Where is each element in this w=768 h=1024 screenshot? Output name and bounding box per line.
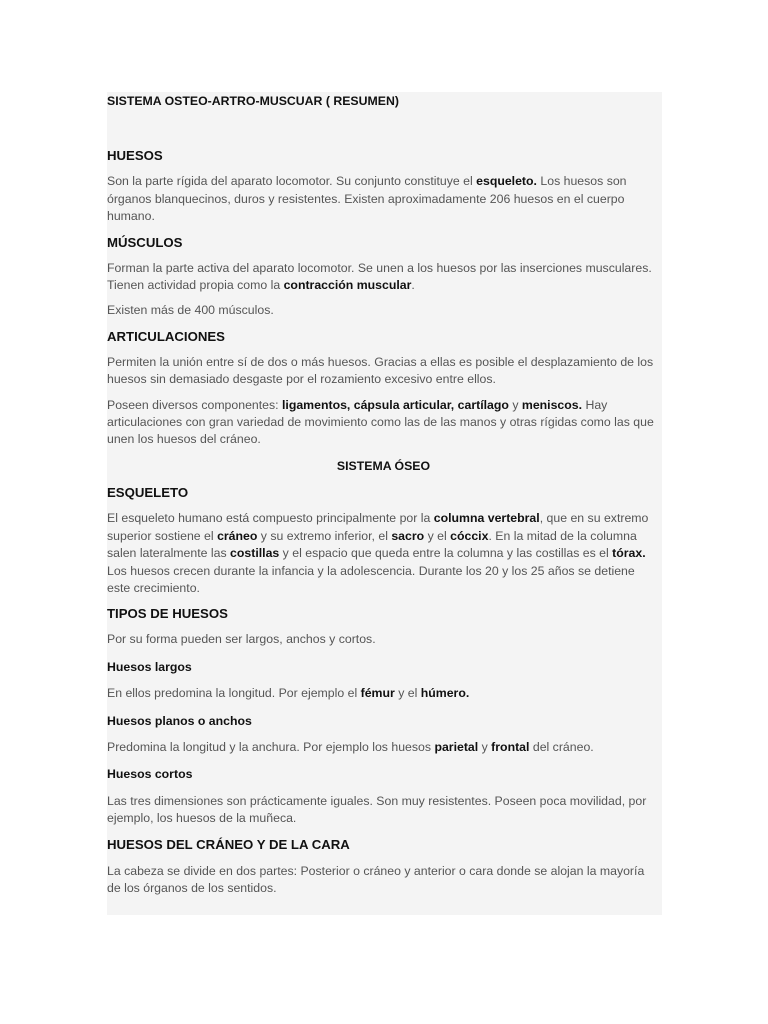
paragraph-articulaciones-2: Poseen diversos componentes: ligamentos, cápsula articular, cartílago y meniscos. Hay articulaciones con gran variedad de movimiento como las de las manos y otras rígidas como las que unen los huesos del cráneo. bbox=[107, 397, 654, 447]
term-meniscos: meniscos. bbox=[521, 397, 583, 412]
term-sacro: sacro bbox=[391, 528, 425, 543]
term-contraccion-muscular: contracción muscular bbox=[283, 278, 412, 293]
heading-craneo-cara: HUESOS DEL CRÁNEO Y DE LA CARA bbox=[107, 836, 350, 852]
paragraph-huesos-cortos: Las tres dimensiones son prácticamente iguales. Son muy resistentes. Poseen poca movilidad, por ejemplo, los huesos de la muñeca. bbox=[107, 793, 647, 826]
heading-huesos-largos: Huesos largos bbox=[107, 659, 192, 674]
paragraph-huesos: Son la parte rígida del aparato locomotor. Su conjunto constituye el esqueleto. Los huesos son órganos blanquecinos, duros y resistentes. Existen aproximadamente 206 huesos en el cuerpo humano. bbox=[107, 174, 627, 224]
term-femur: fémur bbox=[360, 686, 395, 701]
document-content bbox=[107, 92, 660, 897]
heading-sistema-oseo: SISTEMA ÓSEO bbox=[336, 458, 431, 473]
term-craneo: cráneo bbox=[217, 528, 258, 543]
term-parietal: parietal bbox=[434, 739, 479, 754]
heading-musculos: MÚSCULOS bbox=[107, 234, 183, 250]
term-costillas: costillas bbox=[230, 546, 280, 561]
paragraph-musculos-1: Forman la parte activa del aparato locomotor. Se unen a los huesos por las inserciones musculares. Tienen actividad propia como la contracción muscular. bbox=[107, 260, 652, 293]
paragraph-musculos-2: Existen más de 400 músculos. bbox=[107, 303, 274, 318]
paragraph-huesos-largos: En ellos predomina la longitud. Por ejemplo el fémur y el húmero. bbox=[107, 686, 470, 701]
term-torax: tórax. bbox=[612, 546, 646, 561]
paragraph-huesos-planos: Predomina la longitud y la anchura. Por ejemplo los huesos parietal y frontal del cráneo. bbox=[107, 739, 594, 754]
heading-huesos-planos: Huesos planos o anchos bbox=[107, 713, 252, 728]
heading-huesos-cortos: Huesos cortos bbox=[107, 767, 193, 782]
term-humero: húmero. bbox=[420, 686, 470, 701]
paragraph-esqueleto: El esqueleto humano está compuesto principalmente por la columna vertebral, que en su extremo superior sostiene el cráneo y su extremo inferior, el sacro y el cóccix. En la mitad de la columna salen lateralmente las costillas y el espacio que queda entre la columna y las costillas es el tórax. Los huesos crecen durante la infancia y la adolescencia. Durante los 20 y los 25 años se detiene este crecimiento. bbox=[107, 511, 649, 595]
paragraph-craneo-cara: La cabeza se divide en dos partes: Posterior o cráneo y anterior o cara donde se alojan la mayoría de los órganos de los sentidos. bbox=[107, 863, 645, 895]
term-esqueleto: esqueleto. bbox=[476, 174, 537, 189]
term-coccix: cóccix bbox=[450, 528, 489, 543]
term-columna-vertebral: columna vertebral bbox=[433, 511, 540, 526]
heading-esqueleto: ESQUELETO bbox=[107, 485, 189, 501]
term-ligamentos: ligamentos, cápsula articular, cartílago bbox=[282, 397, 509, 412]
paragraph-articulaciones-1: Permiten la unión entre sí de dos o más huesos. Gracias a ellas es posible el desplazamiento de los huesos sin demasiado desgaste por el rozamiento excesivo entre ellos. bbox=[107, 354, 654, 387]
term-frontal: frontal bbox=[491, 739, 530, 754]
heading-huesos: HUESOS bbox=[107, 148, 163, 164]
heading-articulaciones: ARTICULACIONES bbox=[107, 328, 225, 344]
paragraph-tipos: Por su forma pueden ser largos, anchos y cortos. bbox=[107, 632, 376, 647]
document-title: SISTEMA OSTEO-ARTRO-MUSCUAR ( RESUMEN) bbox=[107, 94, 399, 108]
heading-tipos-de-huesos: TIPOS DE HUESOS bbox=[107, 606, 228, 622]
